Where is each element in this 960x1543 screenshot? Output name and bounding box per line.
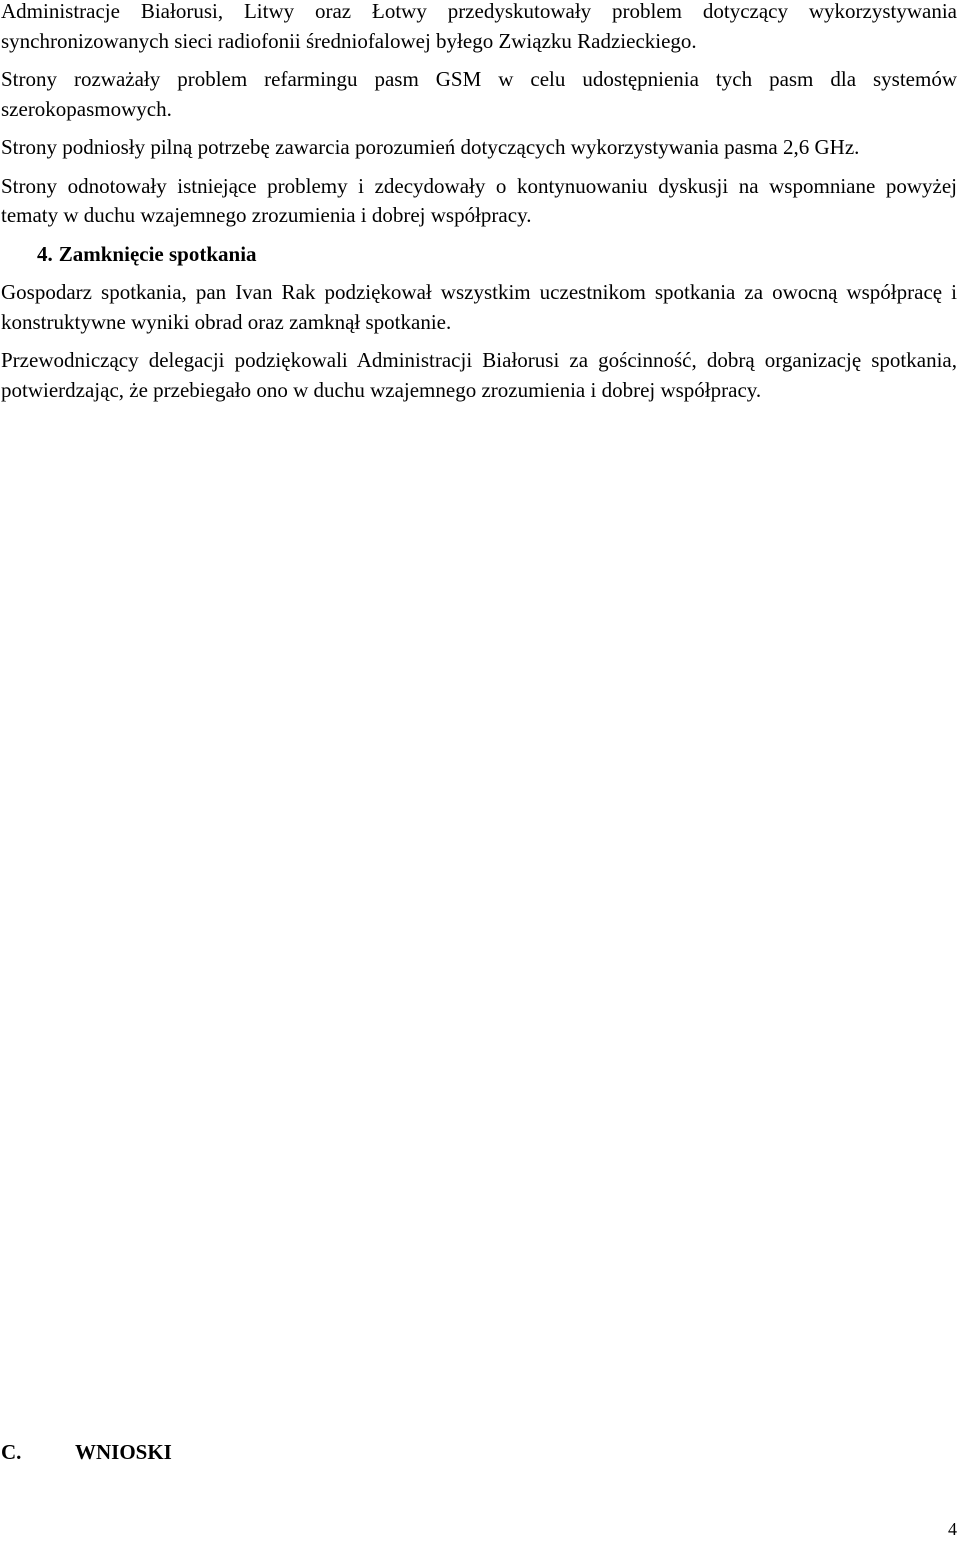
section-c-heading xyxy=(1,1438,172,1468)
section-c-title: WNIOSKI xyxy=(75,1440,172,1464)
section-4-title: Zamknięcie spotkania xyxy=(58,241,257,266)
paragraph-host-thanks: Gospodarz spotkania, pan Ivan Rak podziękował wszystkim uczestnikom spotkania za owocną współpracę i konstruktywne wyniki obrad oraz zamknął spotkanie. xyxy=(1,280,957,334)
page-number: 4 xyxy=(948,1519,957,1539)
section-c-letter: C. xyxy=(1,1440,22,1464)
paragraph-2-6-ghz: Strony podniosły pilną potrzebę zawarcia porozumień dotyczących wykorzystywania pasma 2,6 GHz. xyxy=(1,135,860,159)
page-body xyxy=(1,0,957,414)
section-4-heading xyxy=(37,240,957,270)
paragraph-continue-discussion: Strony odnotowały istniejące problemy i zdecydowały o kontynuowaniu dyskusji na wspomniane powyżej tematy w duchu wzajemnego zrozumienia i dobrej współpracy. xyxy=(1,173,957,227)
paragraph-gsm-refarming: Strony rozważały problem refarmingu pasm GSM w celu udostępnienia tych pasm dla systemów szerokopasmowych. xyxy=(1,67,957,121)
section-4-number: 4. xyxy=(37,241,53,266)
paragraph-delegations-thanks: Przewodniczący delegacji podziękowali Administracji Białorusi za gościnność, dobrą organizację spotkania, potwierdzając, że przebiegało ono w duchu wzajemnego zrozumienia i dobrej współpracy. xyxy=(1,348,957,402)
paragraph-sync-networks: Administracje Białorusi, Litwy oraz Łotwy przedyskutowały problem dotyczący wykorzystywania synchronizowanych sieci radiofonii średniofalowej byłego Związku Radzieckiego. xyxy=(1,0,957,53)
